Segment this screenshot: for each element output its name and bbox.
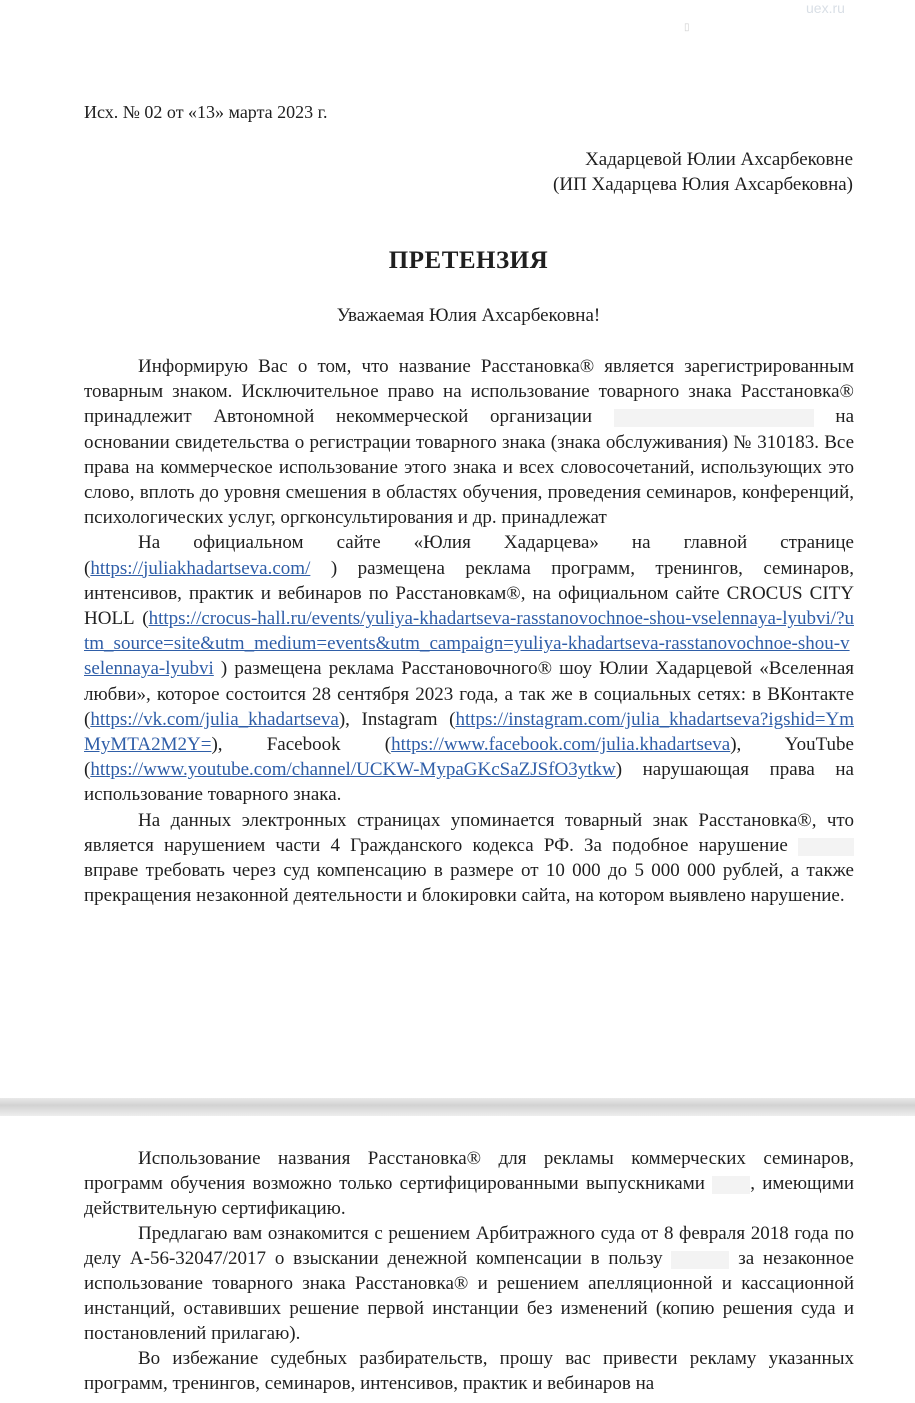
- link-vkontakte[interactable]: https://vk.com/julia_khadartseva: [90, 708, 339, 730]
- page-separator: [0, 1098, 915, 1116]
- paragraph-court-decision: Предлагаю вам ознакомится с решением Арбитражного суда от 8 февраля 2018 года по делу А-56-32047/2017 о взыскании денежной компенсации в пользу за незаконное использование товарного знака Расстановка® и решением апелляционной и кассационной инстанций, оставивших решение первой инстанции без изменений (копию решения суда и постановлений прилагаю).: [84, 1223, 854, 1344]
- letter-body-page-2: [84, 1146, 854, 1396]
- paragraph-violations: На официальном сайте «Юлия Хадарцева» на главной странице (https://juliakhadartseva.com/ ) размещена реклама программ, тренингов, семинаров, интенсивов, практик и вебинаров по Расстановкам®, на официальном сайте CROCUS CITY HOLL (https://crocus-hall.ru/events/yuliya-khadartseva-rasstanovochnoe-shou-vselennaya-lyubvi/?utm_source=site&utm_medium=events&utm_campaign=yuliya-khadartseva-rasstanovochnoe-shou-vselennaya-lyubvi ) размещена реклама Расстановочного® шоу Юлии Хадарцевой «Вселенная любви», которое состоится 28 сентября 2023 года, а так же в социальных сетях: в ВКонтакте (https://vk.com/julia_khadartseva), Instagram (https://instagram.com/julia_khadartseva?igshid=YmMyMTA2M2Y=), Facebook (https://www.facebook.com/julia.khadartseva), YouTube (https://www.youtube.com/channel/UCKW-MypaGKcSaZJSfO3ytkw) нарушающая права на использование товарного знака.: [84, 532, 854, 806]
- addressee-name: Хадарцевой Юлии Ахсарбековне: [585, 149, 853, 170]
- redacted-name: [671, 1251, 729, 1269]
- addressee-company: (ИП Хадарцева Юлия Ахсарбековна): [553, 174, 853, 195]
- watermark: uex.ru: [806, 0, 845, 16]
- scan-mark-icon: ▯: [684, 22, 690, 33]
- paragraph-trademark: Информирую Вас о том, что название Расстановка® является зарегистрированным товарным знаком. Исключительное право на использование товарного знака Расстановка® принадлежит Автономной некоммерческой организации на основании свидетельства о регистрации товарного знака (знака обслуживания) № 310183. Все права на коммерческое использование этого знака и всех словосочетаний, использующих это слово, вплоть до уровня смешения в областях обучения, проведения семинаров, конференций, психологических услуг, оргконсультирования и др. принадлежат: [84, 356, 855, 529]
- link-facebook[interactable]: https://www.facebook.com/julia.khadartseva: [391, 734, 731, 756]
- letter-body-page-1: [84, 354, 854, 908]
- greeting: Уважаемая Юлия Ахсарбековна!: [336, 305, 601, 326]
- addressee: [553, 147, 853, 197]
- outgoing-reference: Исх. № 02 от «13» марта 2023 г.: [84, 102, 328, 122]
- paragraph-certification: Использование названия Расстановка® для рекламы коммерческих семинаров, программ обучения возможно только сертифицированными выпускниками , имеющими действительную сертификацию.: [84, 1148, 855, 1219]
- redacted-name: [798, 838, 854, 856]
- document-title: ПРЕТЕНЗИЯ: [388, 247, 549, 274]
- paragraph-infringement: На данных электронных страницах упоминается товарный знак Расстановка®, что является нарушением части 4 Гражданского кодекса РФ. За подобное нарушение вправе требовать через суд компенсацию в размере от 10 000 до 5 000 000 рублей, а также прекращения незаконной деятельности и блокировки сайта, на котором выявлено нарушение.: [84, 809, 854, 907]
- paragraph-request: Во избежание судебных разбирательств, прошу вас привести рекламу указанных программ, тренингов, семинаров, интенсивов, практик и вебинаров на: [84, 1348, 854, 1394]
- link-youtube[interactable]: https://www.youtube.com/channel/UCKW-MypaGKcSaZJSfO3ytkw: [90, 759, 616, 781]
- redacted-name: [712, 1176, 750, 1194]
- link-official-site[interactable]: https://juliakhadartseva.com/: [90, 557, 311, 579]
- link-crocus-hall[interactable]: https://crocus-hall.ru/events/yuliya-khadartseva-rasstanovochnoe-shou-vselennaya-lyubvi/?utm_source=site&utm_medium=events&utm_campaign=yuliya-khadartseva-rasstanovochnoe-shou-vselennaya-lyubvi: [84, 608, 854, 680]
- redacted-organization-name: [614, 409, 814, 427]
- link-instagram[interactable]: https://instagram.com/julia_khadartseva?igshid=YmMyMTA2M2Y=: [84, 708, 854, 756]
